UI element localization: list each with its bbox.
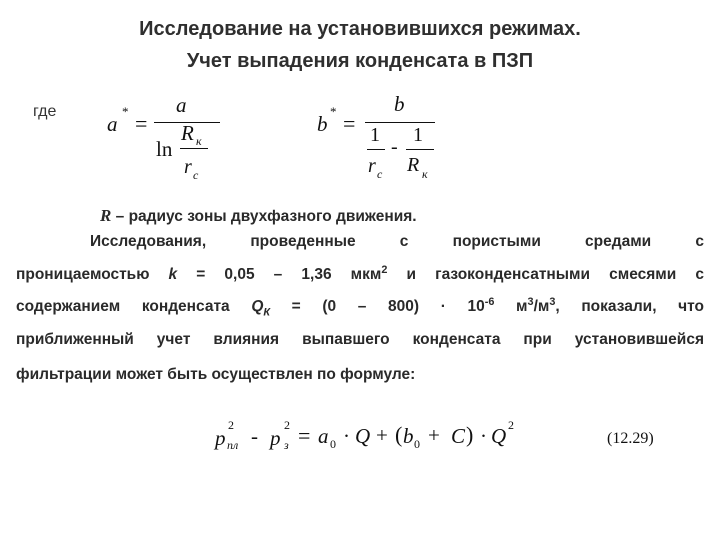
formula-b-minus: - (391, 136, 398, 158)
main-formula-p1-sub: пл (227, 438, 239, 452)
formula-b-numerator: b (394, 92, 405, 116)
paragraph-line-2-sup: 2 (381, 264, 388, 276)
main-formula-C: C (451, 424, 466, 448)
formula-a-R-sub: к (196, 134, 202, 148)
paragraph-line-3-part-d: /м (533, 298, 550, 316)
formula-a-numerator: a (176, 93, 187, 117)
paragraph-line-3-part-c: м (494, 298, 528, 316)
formula-a-r: r (184, 156, 192, 178)
paragraph-line-3-part-e: , показали, что (555, 298, 705, 316)
main-formula-b: b (403, 424, 414, 448)
equation-number: (12.29) (607, 430, 654, 447)
paragraph-line-3-part-a: содержанием конденсата (16, 298, 252, 316)
paragraph-line-3-sup-3: 3 (549, 296, 556, 308)
formula-b-lhs-sup: * (330, 104, 337, 119)
formula-b-one-left: 1 (370, 124, 380, 146)
paragraph-line-3-sup-1: -6 (484, 296, 495, 308)
main-formula-plus-1: + (376, 423, 388, 447)
paragraph-line-3-part-b: = (0 – 800) · 10 (270, 298, 485, 316)
main-formula-lparen: ( (395, 422, 403, 447)
paragraph-line-2-part-a: проницаемостью (16, 266, 169, 284)
r-definition-symbol: R (100, 206, 112, 225)
formula-b-r-sub: с (377, 167, 383, 181)
main-formula-dot-1: · (343, 424, 350, 448)
paragraph-line-5: фильтрации может быть осуществлен по формуле: (16, 366, 416, 383)
formula-b-inner-bar-right (406, 149, 434, 150)
formula-a-lhs: a (107, 112, 118, 136)
main-formula-Q: Q (355, 424, 371, 448)
main-formula-p2-sub: з (284, 438, 289, 452)
main-formula-minus: - (251, 424, 258, 448)
page-title-line-1: Исследование на установившихся режимах. (139, 18, 581, 40)
condensate-symbol-Q: Q (251, 298, 264, 316)
where-label: где (33, 103, 57, 120)
main-formula-plus-2: + (428, 423, 440, 447)
paragraph-line-2-part-c: и газоконденсатными смесями с (387, 266, 704, 284)
paragraph-line-2 (16, 264, 704, 284)
main-formula-a-sub: 0 (330, 437, 336, 451)
main-formula-p1: p (215, 426, 226, 450)
r-definition (100, 206, 417, 226)
formula-b-lhs: b (317, 112, 328, 136)
main-formula-p2-sup: 2 (284, 418, 290, 432)
formula-b-fraction-bar (365, 122, 435, 123)
main-formula-p1-sup: 2 (228, 418, 234, 432)
paragraph-line-4: приближенный учет влияния выпавшего конденсата при установившейся (16, 331, 704, 348)
main-formula-b-sub: 0 (414, 437, 420, 451)
condensate-symbol-Q-sub: К (263, 306, 271, 319)
main-formula-rparen: ) (466, 422, 474, 447)
formula-b-inner-bar-left (367, 149, 385, 150)
formula-b-R-sub: к (422, 167, 428, 181)
formula-a-inner-bar (180, 148, 208, 149)
formula-a-r-sub: с (193, 168, 199, 182)
page-title-line-2: Учет выпадения конденсата в ПЗП (186, 50, 534, 72)
paragraph-line-3 (16, 296, 704, 318)
formula-a-ln: ln (156, 137, 173, 161)
formula-a-equals: = (135, 111, 148, 136)
main-formula-equals: = (298, 423, 311, 448)
main-formula-p2: p (270, 426, 281, 450)
formula-a-R: R (181, 121, 194, 145)
paragraph-line-3-sup-2: 3 (527, 296, 534, 308)
permeability-symbol-k: k (168, 266, 178, 284)
main-formula-Q-squared: Q (491, 424, 507, 448)
formula-b-r: r (368, 155, 376, 177)
formula-b-one-right: 1 (413, 124, 423, 146)
formula-b-R: R (407, 154, 420, 176)
formula-b-equals: = (343, 111, 356, 136)
formula-a-lhs-sup: * (122, 104, 129, 119)
r-definition-text: – радиус зоны двухфазного движения. (111, 208, 417, 225)
paragraph-line-1: Исследования, проведенные с пористыми средами с (90, 233, 704, 250)
paragraph-line-2-part-b: = 0,05 – 1,36 мкм (177, 266, 382, 284)
main-formula-Q-sup: 2 (508, 418, 514, 432)
main-formula-a: a (318, 424, 329, 448)
main-formula-dot-2: · (480, 424, 487, 448)
